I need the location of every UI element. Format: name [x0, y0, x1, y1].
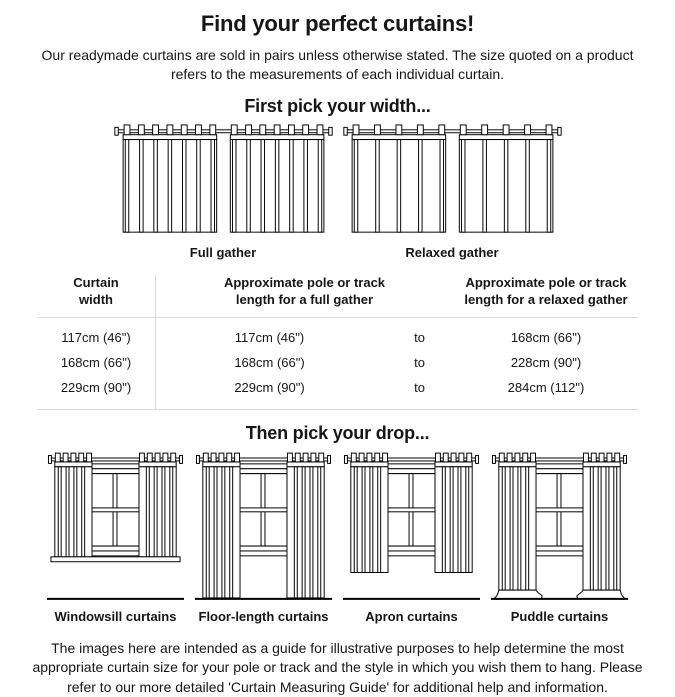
header-full-gather: Approximate pole or track length for a full gather: [223, 274, 386, 307]
full-gather-label: Full gather: [189, 244, 257, 260]
windowsill-figure: [47, 451, 184, 624]
relaxed-gather-cell: 284cm (112"): [507, 379, 585, 395]
apron-curtains-illustration: [343, 451, 480, 602]
table-row: [38, 375, 638, 400]
page-title: Find your perfect curtains!: [200, 11, 475, 36]
puddle-figure: [491, 451, 628, 624]
relaxed-gather-illustration: [343, 123, 562, 238]
header-relaxed-gather: Approximate pole or track length for a relaxed gather: [464, 274, 628, 307]
table-body: [38, 318, 638, 410]
full-gather-illustration: [114, 123, 333, 238]
puddle-curtains-illustration: [491, 451, 628, 602]
full-gather-cell: 117cm (46"): [234, 329, 305, 345]
drop-figures-row: [0, 451, 675, 624]
floor-length-figure: [195, 451, 332, 624]
full-gather-cell: 229cm (90"): [234, 379, 305, 395]
table-header-row: [38, 273, 638, 318]
table-row: [38, 325, 638, 350]
to-cell: to: [414, 329, 425, 345]
floor-length-label: Floor-length curtains: [198, 608, 329, 624]
curtain-width-cell: 117cm (46"): [61, 329, 131, 345]
full-gather-figure: [114, 123, 333, 260]
width-figures-row: [0, 123, 675, 260]
floor-length-curtains-illustration: [195, 451, 332, 602]
footer-disclaimer: The images here are intended as a guide for illustrative purposes to help determine the most appropriate curtain size for your pole or track and the style in which you wish them to hang. Please refer to our more detailed 'Curtain Measuring Guide' for additional help and information.: [32, 639, 643, 695]
size-table: [38, 273, 638, 410]
windowsill-label: Windowsill curtains: [54, 608, 177, 624]
full-gather-cell: 168cm (66"): [234, 354, 305, 370]
curtain-width-cell: 229cm (90"): [60, 379, 132, 395]
relaxed-gather-cell: 228cm (90"): [510, 354, 582, 370]
drop-section-heading: Then pick your drop...: [245, 422, 430, 443]
width-section-heading: First pick your width...: [244, 95, 431, 116]
windowsill-curtains-illustration: [47, 451, 184, 602]
to-cell: to: [414, 379, 425, 395]
relaxed-gather-label: Relaxed gather: [405, 244, 499, 260]
to-cell: to: [414, 354, 425, 370]
apron-figure: [343, 451, 480, 624]
table-row: [38, 350, 638, 375]
intro-text: Our readymade curtains are sold in pairs unless otherwise stated. The size quoted on a product refers to the measurements of each individual curtain.: [41, 47, 634, 82]
puddle-label: Puddle curtains: [510, 608, 609, 624]
table-column-divider: [155, 275, 156, 410]
relaxed-gather-cell: 168cm (66"): [510, 329, 582, 345]
apron-label: Apron curtains: [365, 608, 458, 624]
relaxed-gather-figure: [343, 123, 562, 260]
curtain-width-cell: 168cm (66"): [60, 354, 132, 370]
header-curtain-width: Curtain width: [73, 274, 119, 307]
